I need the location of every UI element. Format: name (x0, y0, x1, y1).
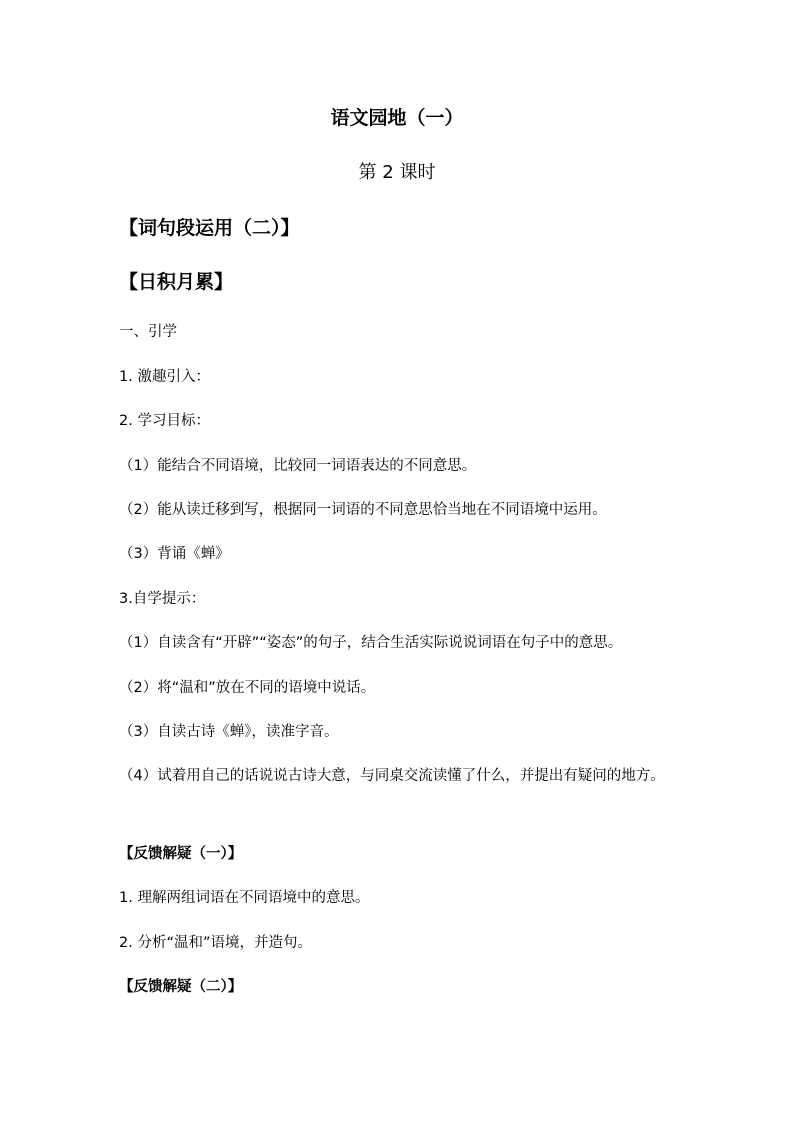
objective-item: （3）背诵《蝉》 (119, 546, 230, 562)
list-item: 1. 激趣引入： (119, 369, 210, 385)
section-heading-word-usage: 【词句段运用（二）】 (119, 217, 300, 239)
objective-item: （2）能从读迁移到写，根据同一词语的不同意思恰当地在不同语境中运用。 (119, 502, 607, 518)
list-item: 1. 理解两组词语在不同语境中的意思。 (119, 890, 370, 906)
list-item: 2. 学习目标： (119, 413, 210, 429)
hint-item: （4）试着用自己的话说说古诗大意，与同桌交流读懂了什么，并提出有疑问的地方。 (119, 768, 665, 784)
hint-item: （3）自读古诗《蝉》，读准字音。 (119, 724, 339, 740)
document-title: 语文园地（一） (330, 107, 464, 129)
feedback-heading-two: 【反馈解疑（二）】 (119, 979, 243, 995)
objective-item: （1）能结合不同语境，比较同一词语表达的不同意思。 (119, 458, 477, 474)
hint-item: （1）自读含有“开辟”“姿态”的句子，结合生活实际说说词语在句子中的意思。 (119, 635, 623, 651)
lesson-period: 第 2 课时 (358, 162, 436, 183)
feedback-heading-one: 【反馈解疑（一）】 (119, 846, 243, 862)
list-item: 2. 分析“温和”语境，并造句。 (119, 935, 312, 951)
list-item: 3.自学提示： (119, 591, 206, 607)
hint-item: （2）将“温和”放在不同的语境中说话。 (119, 680, 376, 696)
step-intro-heading: 一、引学 (119, 324, 177, 340)
section-heading-daily-accumulation: 【日积月累】 (119, 271, 234, 293)
